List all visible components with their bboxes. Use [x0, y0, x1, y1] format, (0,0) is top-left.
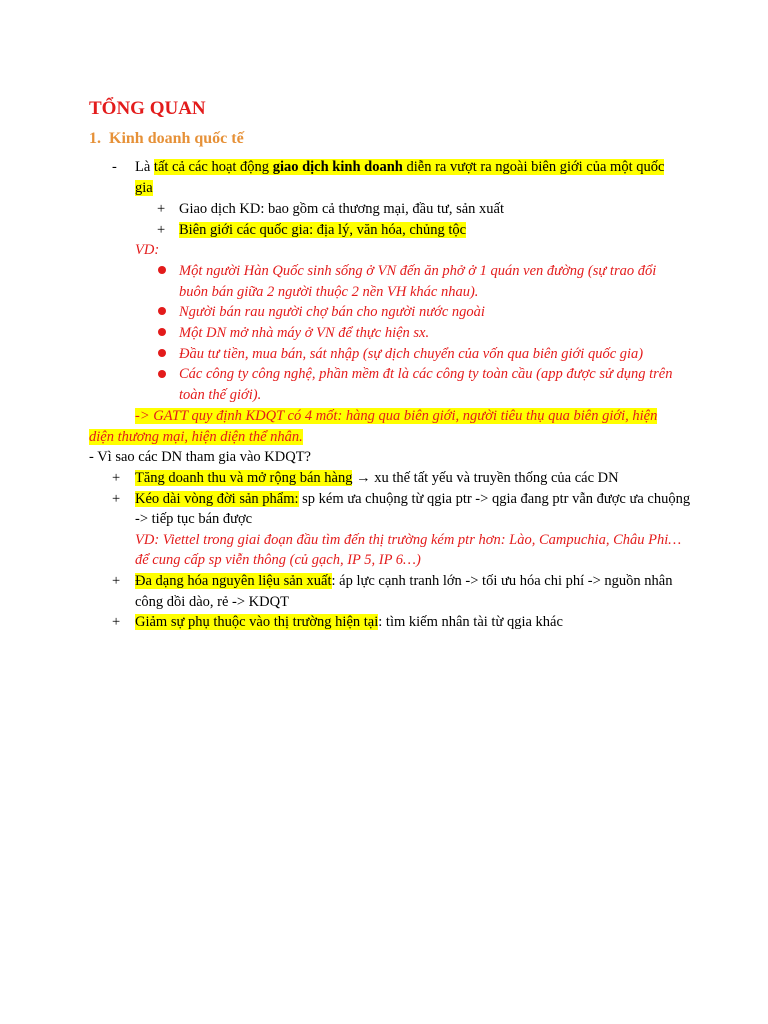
reason-2-example-1: VD: Viettel trong giai đoạn đầu tìm đến thị trường kém ptr hơn: Lào, Campuchia, Châu Phi…: [135, 532, 682, 548]
vd-label: VD:: [135, 242, 160, 258]
definition-line-2: [135, 178, 153, 199]
plus-marker: +: [112, 573, 121, 589]
gatt-line-1: [135, 406, 657, 427]
reason-1: [135, 468, 619, 489]
reason-1-rest: → xu thế tất yếu và truyền thống của các DN: [352, 470, 619, 486]
definition-line: [135, 157, 664, 178]
definition-sub-2-text: Biên giới các quốc gia: địa lý, văn hóa, chủng tộc: [179, 222, 467, 238]
example-5-line-2: toàn thế giới).: [179, 387, 262, 403]
plus-marker: +: [157, 222, 166, 238]
page-title: TỔNG QUAN: [89, 98, 206, 119]
reason-2: [135, 489, 690, 510]
definition-rest: diễn ra vượt ra ngoài biên giới của một quốc: [402, 159, 665, 175]
reason-3-rest: : áp lực cạnh tranh lớn -> tối ưu hóa chi phí -> nguồn nhân: [331, 573, 673, 589]
reason-2-highlight: Kéo dài vòng đời sản phẩm:: [135, 491, 299, 507]
reason-3-line-2: công dồi dào, rẻ -> KDQT: [135, 594, 289, 610]
definition-bold: giao dịch kinh doanh: [272, 159, 403, 175]
section-heading: [89, 130, 244, 148]
definition-line-2-text: gia: [135, 180, 153, 196]
example-1-line-2: buôn bán giữa 2 người thuộc 2 nền VH khác nhau).: [179, 284, 479, 300]
reason-2-line-2: -> tiếp tục bán được: [135, 511, 253, 527]
gatt-line-2: [89, 427, 303, 448]
reason-3: [135, 571, 672, 592]
definition-sub-1: Giao dịch KD: bao gồm cả thương mại, đầu tư, sản xuất: [179, 201, 504, 217]
reason-2-example-2: để cung cấp sp viễn thông (củ gạch, IP 5, IP 6…): [135, 552, 421, 568]
bullet-dot-icon: [158, 307, 166, 315]
definition-sub-2: [179, 220, 466, 241]
example-5-line-1: Các công ty công nghệ, phần mềm đt là các công ty toàn cầu (app được sử dụng trên: [179, 366, 673, 382]
bullet-dot-icon: [158, 349, 166, 357]
reason-4-highlight: Giảm sự phụ thuộc vào thị trường hiện tại: [135, 614, 379, 630]
plus-marker: +: [112, 614, 121, 630]
definition-highlight: tất cả các hoạt động: [153, 159, 273, 175]
section-number: 1.: [89, 130, 101, 147]
example-3: Một DN mở nhà máy ở VN để thực hiện sx.: [179, 325, 430, 341]
reason-1-highlight: Tăng doanh thu và mở rộng bán hàng: [135, 470, 353, 486]
plus-marker: +: [112, 470, 121, 486]
reason-4-rest: : tìm kiếm nhân tài từ qgia khác: [378, 614, 563, 630]
section-title: Kinh doanh quốc tế: [109, 130, 244, 147]
dash-marker: -: [112, 159, 117, 175]
bullet-dot-icon: [158, 266, 166, 274]
plus-marker: +: [112, 491, 121, 507]
example-2: Người bán rau người chợ bán cho người nước ngoài: [179, 304, 485, 320]
why-question: - Vì sao các DN tham gia vào KDQT?: [89, 449, 311, 465]
plus-marker: +: [157, 201, 166, 217]
gatt-line-2-text: diện thương mại, hiện diện thể nhân.: [89, 429, 303, 445]
definition-prefix: Là: [135, 159, 154, 175]
reason-3-highlight: Đa dạng hóa nguyên liệu sản xuất: [135, 573, 332, 589]
reason-2-rest: sp kém ưa chuộng từ qgia ptr -> qgia đang ptr vẫn được ưa chuộng: [298, 491, 691, 507]
example-1-line-1: Một người Hàn Quốc sinh sống ở VN đến ăn phở ở 1 quán ven đường (sự trao đổi: [179, 263, 657, 279]
gatt-line-1-text: -> GATT quy định KDQT có 4 mốt: hàng qua biên giới, người tiêu thụ qua biên giới, hiện: [135, 408, 658, 424]
bullet-dot-icon: [158, 328, 166, 336]
bullet-dot-icon: [158, 370, 166, 378]
reason-4: [135, 612, 563, 633]
example-4: Đầu tư tiền, mua bán, sát nhập (sự dịch chuyển của vốn qua biên giới quốc gia): [179, 346, 644, 362]
